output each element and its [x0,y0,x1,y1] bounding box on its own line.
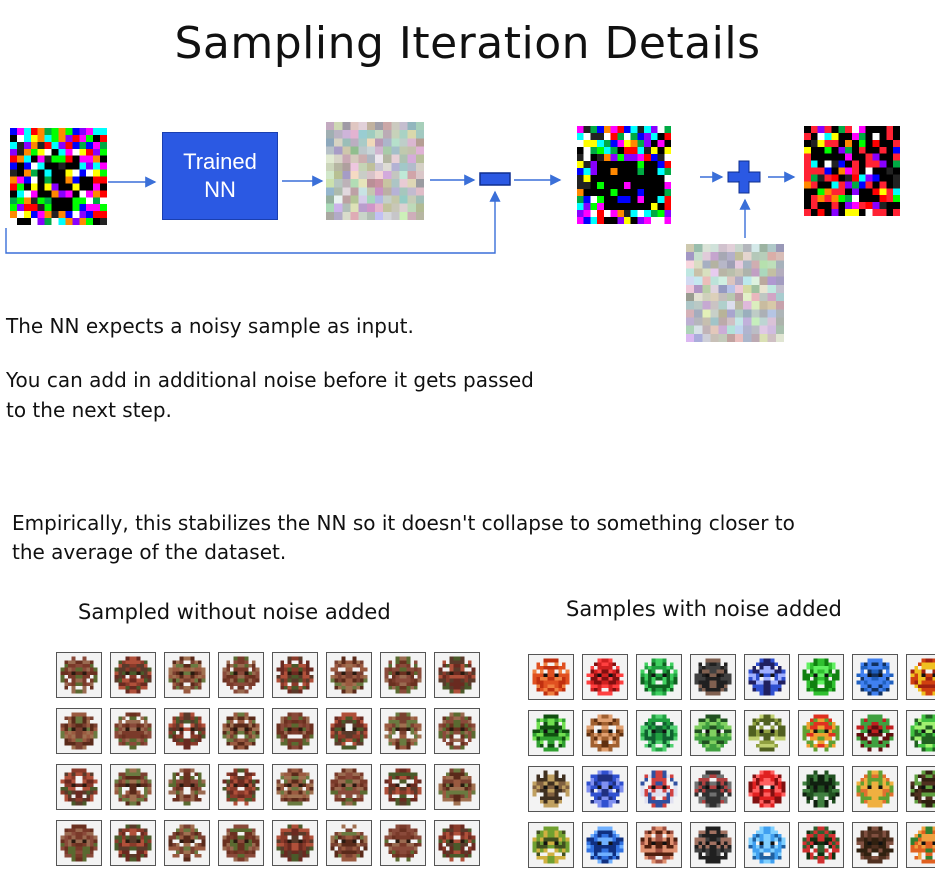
sample-thumbnail-without-noise [272,764,318,810]
noisy-input-image [10,128,107,225]
sample-thumbnail-without-noise [380,820,426,866]
sample-thumbnail-with-noise [636,710,682,756]
sample-thumbnail-without-noise [56,652,102,698]
text-line-1: The NN expects a noisy sample as input. [6,314,414,338]
sample-thumbnail-with-noise [528,822,574,868]
sample-thumbnail-with-noise [906,766,935,812]
sample-thumbnail-with-noise [582,822,628,868]
trained-nn-block [162,132,278,220]
sample-thumbnail-with-noise [852,822,898,868]
sample-thumbnail-without-noise [164,652,210,698]
sample-thumbnail-with-noise [798,654,844,700]
sample-thumbnail-without-noise [272,820,318,866]
sample-thumbnail-without-noise [218,764,264,810]
sample-thumbnail-without-noise [218,652,264,698]
sample-thumbnail-with-noise [744,766,790,812]
sample-thumbnail-without-noise [110,708,156,754]
sample-thumbnail-without-noise [326,708,372,754]
page-title: Sampling Iteration Details [174,18,761,69]
sample-thumbnail-with-noise [744,710,790,756]
caption-with-noise: Samples with noise added [566,597,842,621]
sample-thumbnail-with-noise [528,710,574,756]
predicted-noise-image [326,122,424,220]
sample-thumbnail-with-noise [690,766,736,812]
sample-thumbnail-with-noise [906,654,935,700]
sample-thumbnail-without-noise [218,708,264,754]
plus-icon [728,161,760,193]
sample-thumbnail-without-noise [434,708,480,754]
sample-thumbnail-with-noise [582,766,628,812]
sample-thumbnail-without-noise [380,708,426,754]
sample-thumbnail-with-noise [690,710,736,756]
sample-thumbnail-without-noise [56,708,102,754]
minus-icon [480,173,510,185]
sample-thumbnail-with-noise [582,654,628,700]
sample-thumbnail-without-noise [110,764,156,810]
sample-thumbnail-without-noise [164,708,210,754]
added-noise-image [686,244,784,342]
denoised-image [577,126,671,224]
sample-thumbnail-without-noise [380,764,426,810]
sample-thumbnail-without-noise [164,764,210,810]
sample-thumbnail-with-noise [636,822,682,868]
sample-thumbnail-without-noise [56,820,102,866]
sample-thumbnail-with-noise [906,710,935,756]
sample-thumbnail-with-noise [690,654,736,700]
sample-thumbnail-with-noise [852,654,898,700]
sample-thumbnail-without-noise [218,820,264,866]
sample-thumbnail-without-noise [110,652,156,698]
sample-thumbnail-with-noise [798,766,844,812]
sample-thumbnail-with-noise [582,710,628,756]
samples-with-noise-grid [528,654,935,868]
sample-thumbnail-with-noise [798,710,844,756]
sample-thumbnail-without-noise [56,764,102,810]
samples-without-noise-grid [56,652,480,866]
sample-thumbnail-without-noise [326,820,372,866]
sample-thumbnail-with-noise [690,822,736,868]
nn-label-line1: Trained [183,149,257,174]
sample-thumbnail-without-noise [434,764,480,810]
text-line-3: to the next step. [6,398,172,422]
caption-without-noise: Sampled without noise added [78,600,391,624]
sample-thumbnail-without-noise [434,652,480,698]
output-image [804,126,900,216]
sample-thumbnail-with-noise [636,766,682,812]
nn-label-line2: NN [204,177,236,202]
sample-thumbnail-without-noise [272,708,318,754]
sample-thumbnail-without-noise [326,764,372,810]
sample-thumbnail-without-noise [434,820,480,866]
sample-thumbnail-with-noise [798,822,844,868]
sample-thumbnail-without-noise [164,820,210,866]
text-line-5: the average of the dataset. [12,540,287,564]
sample-thumbnail-with-noise [744,654,790,700]
sample-thumbnail-with-noise [906,822,935,868]
sample-thumbnail-with-noise [852,710,898,756]
sample-thumbnail-with-noise [528,766,574,812]
sample-thumbnail-without-noise [272,652,318,698]
sample-thumbnail-with-noise [528,654,574,700]
sample-thumbnail-with-noise [744,822,790,868]
sample-thumbnail-with-noise [636,654,682,700]
sample-thumbnail-without-noise [110,820,156,866]
sample-thumbnail-without-noise [326,652,372,698]
text-line-4: Empirically, this stabilizes the NN so it doesn't collapse to something closer to [12,511,795,535]
sample-thumbnail-without-noise [380,652,426,698]
text-line-2: You can add in additional noise before it gets passed [6,368,534,392]
sample-thumbnail-with-noise [852,766,898,812]
